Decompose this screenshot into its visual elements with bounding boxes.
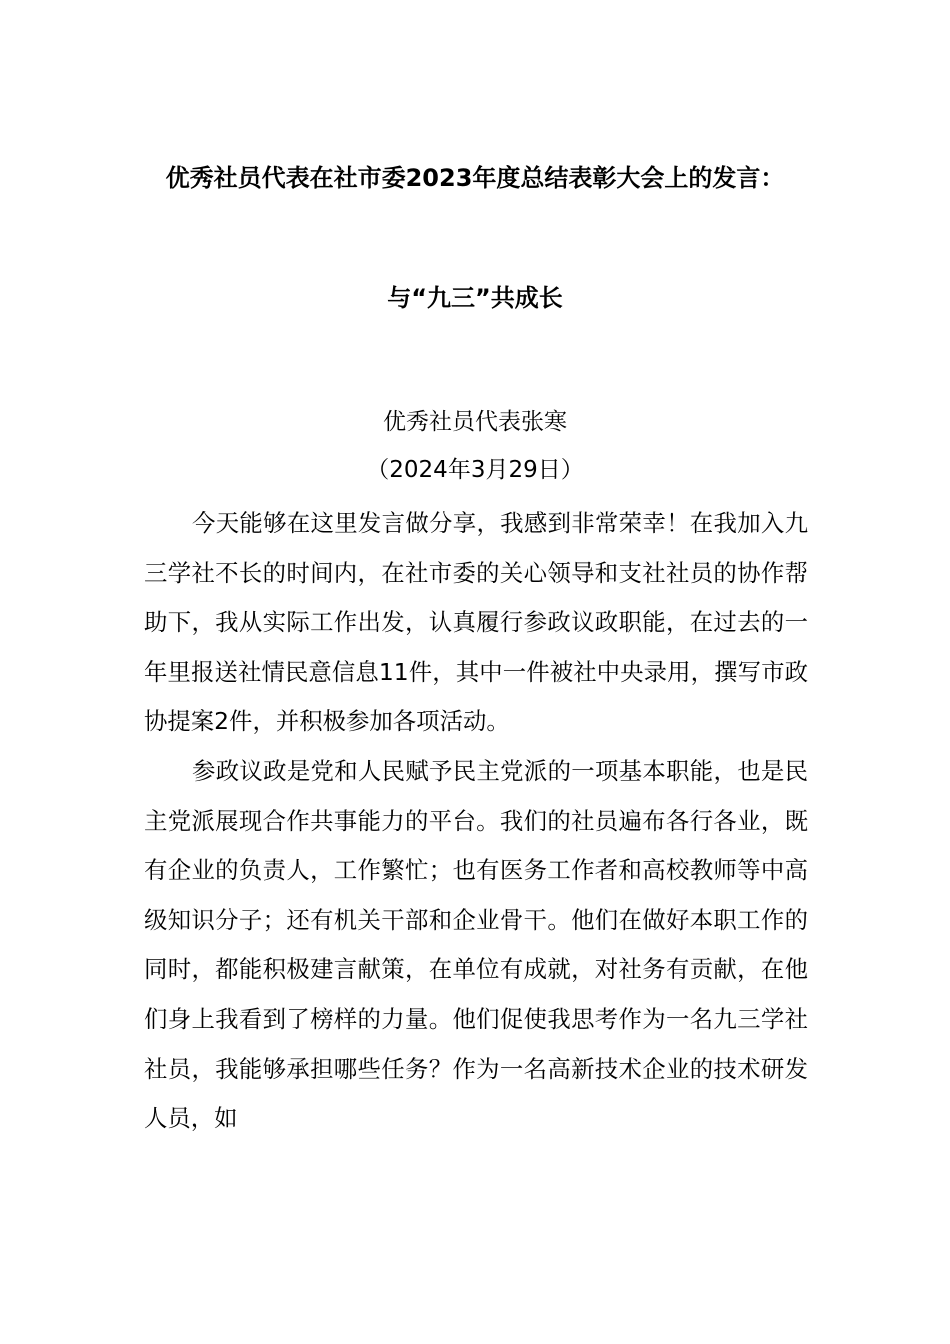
speech-date: （2024年3月29日） [366,457,584,483]
speech-body [144,499,808,1144]
document-title: 优秀社员代表在社市委2023年度总结表彰大会上的发言： [165,164,785,192]
speaker-name: 优秀社员代表张寒 [383,409,567,435]
document-subtitle: 与“九三”共成长 [387,284,563,312]
paragraph: 今天能够在这里发言做分享，我感到非常荣幸！在我加入九三学社不长的时间内，在社市委的关心领导和支社社员的协作帮助下，我从实际工作出发，认真履行参政议政职能，在过去的一年里报送社情民意信息11件，其中一件被社中央录用，撰写市政协提案2件，并积极参加各项活动。 [144,509,808,736]
paragraph: 参政议政是党和人民赋予民主党派的一项基本职能，也是民主党派展现合作共事能力的平台。我们的社员遍布各行各业，既有企业的负责人，工作繁忙；也有医务工作者和高校教师等中高级知识分子；还有机关干部和企业骨干。他们在做好本职工作的同时，都能积极建言献策，在单位有成就，对社务有贡献，在他们身上我看到了榜样的力量。他们促使我思考作为一名九三学社社员，我能够承担哪些任务？作为一名高新技术企业的技术研发人员，如 [144,756,808,1133]
